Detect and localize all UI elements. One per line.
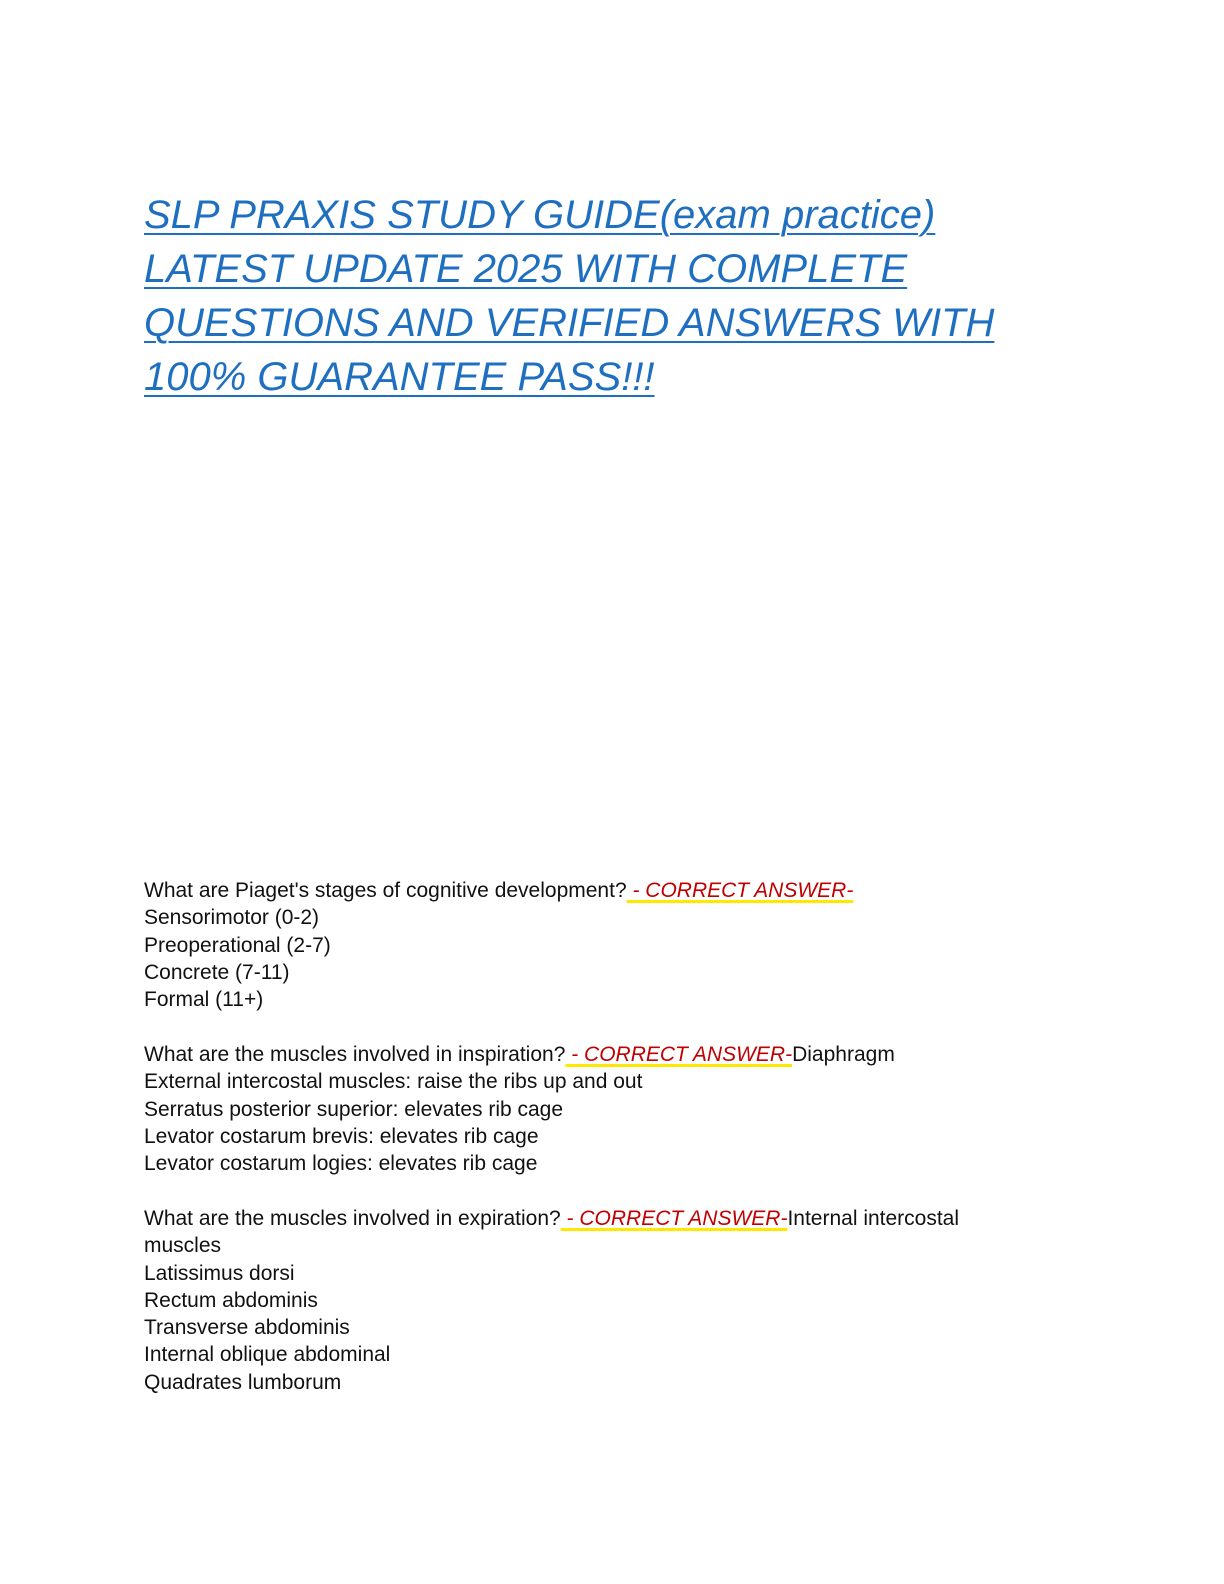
question-line (144, 1041, 1104, 1068)
answer-line: Sensorimotor (0-2) (144, 906, 320, 930)
qa-item-expiration-muscles (144, 1205, 1104, 1396)
question-line (144, 1205, 1104, 1232)
answer-line: Levator costarum logies: elevates rib cage (144, 1152, 538, 1176)
question-text: What are Piaget's stages of cognitive development? (144, 879, 627, 902)
title-line: LATEST UPDATE 2025 WITH COMPLETE (144, 247, 908, 291)
title-line: SLP PRAXIS STUDY GUIDE(exam practice) (144, 193, 936, 237)
question-text: What are the muscles involved in inspiration? (144, 1043, 566, 1066)
answer-line: Serratus posterior superior: elevates rib cage (144, 1097, 564, 1121)
correct-answer-marker: - CORRECT ANSWER- (626, 879, 854, 902)
answer-line: Internal oblique abdominal (144, 1343, 391, 1367)
answer-line: Rectum abdominis (144, 1288, 318, 1312)
answer-first-text: Diaphragm (792, 1043, 895, 1066)
question-text: What are the muscles involved in expiration? (144, 1207, 561, 1230)
answer-line: Formal (11+) (144, 988, 264, 1012)
document-title[interactable] (144, 188, 1104, 404)
correct-answer-marker: - CORRECT ANSWER- (565, 1043, 793, 1066)
answer-line: External intercostal muscles: raise the ribs up and out (144, 1070, 643, 1094)
answer-line: Quadrates lumborum (144, 1370, 342, 1394)
question-line (144, 877, 1104, 904)
answer-line: Latissimus dorsi (144, 1261, 295, 1285)
answer-line: Transverse abdominis (144, 1316, 350, 1340)
answer-line: Concrete (7-11) (144, 960, 290, 984)
correct-answer-marker: - CORRECT ANSWER- (560, 1207, 788, 1230)
answer-line: Levator costarum brevis: elevates rib cage (144, 1124, 539, 1148)
answer-line: Preoperational (2-7) (144, 933, 331, 957)
qa-item-inspiration-muscles (144, 1041, 1104, 1177)
answer-first-text: Internal intercostal (787, 1207, 960, 1230)
answer-line: muscles (144, 1234, 222, 1258)
title-line: 100% GUARANTEE PASS!!! (144, 355, 655, 399)
qa-item-piaget-stages (144, 877, 1104, 1013)
title-line: QUESTIONS AND VERIFIED ANSWERS WITH (144, 301, 995, 345)
